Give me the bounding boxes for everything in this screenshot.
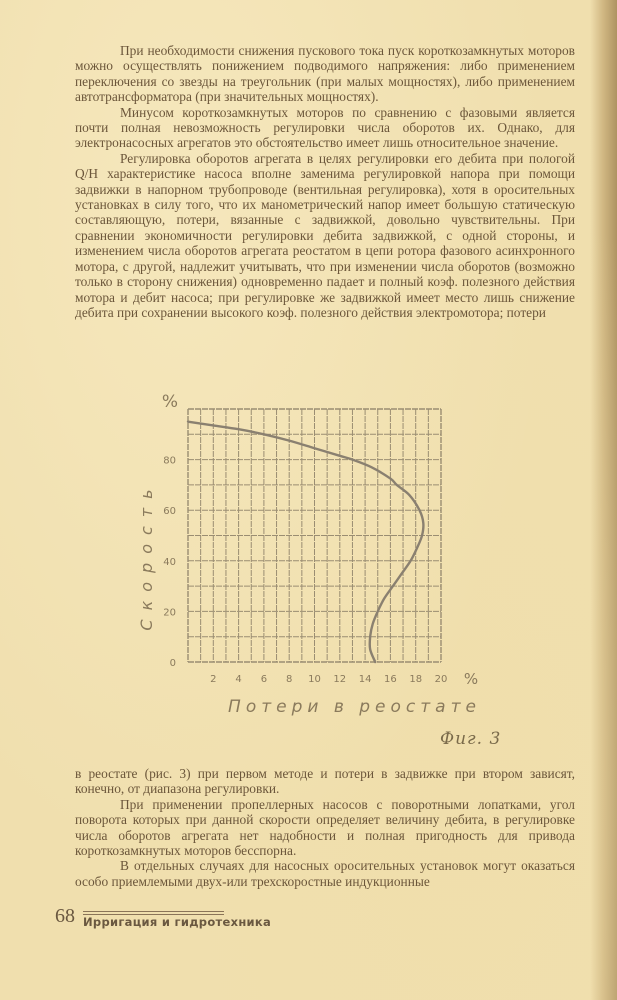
body-text-top [75,43,575,320]
y-axis-label: Скорость [137,480,156,631]
x-tick-label: 18 [409,674,423,685]
paragraph: Регулировка оборотов агрегата в целях регулировки его дебита при пологой Q/H характеристике насоса вполне заменима регулировкой напора при помощи задвижки в напорном трубопроводе (вентильная регулировка), хотя в оросительных установках в силу того, что их манометрический напор имеет большую статическую составляющую, потери, вязанные с задвижкой, довольно чувствительны. При сравнении экономичности регулировки дебита задвижкой, с одной стороны, и изменением числа оборотов агрегата реостатом в цепи ротора фазового асинхронного мотора, с другой, надлежит учитывать, что при изменении числа оборотов (возможно только в сторону снижения) одновременно падает и полный коэф. полезного действия мотора и дебит насоса; при регулировке же задвижкой имеет место лишь снижение дебита при сохранении высокого коэф. полезного действия электромотора; потери [75,150,575,320]
body-text-bottom [75,766,575,889]
x-tick-label: 8 [286,674,293,685]
x-tick-label: 6 [260,674,268,685]
x-tick-label: 12 [333,674,347,685]
y-tick-label: 20 [163,607,176,619]
paragraph: При необходимости снижения пускового тока пуск короткозамкнутых моторов можно осуществлять понижением подводимого напряжения: либо применением переключения со звезды на треугольник (при малых мощностях), либо применением автотрансформатора (при значительных мощностях). [75,43,575,105]
x-unit-label: % [463,670,479,688]
x-tick-label: 16 [384,674,397,685]
x-tick-label: 20 [434,674,448,685]
y-tick-label: 0 [169,658,176,669]
journal-title: Ирригация и гидротехника [83,915,272,929]
paragraph: В отдельных случаях для насосных оросительных установок могут оказаться особо приемлемыми двух-или трехскоростные индукционные [75,858,575,889]
y-tick-label: 60 [163,506,176,518]
paragraph: При применении пропеллерных насосов с поворотными лопатками, угол поворота которых при данной скорости определяет величину дебита, в регулировке числа оборотов агрегата нет надобности и полная пригодность для привода короткозамкнутых моторов бесспорна. [75,796,575,859]
x-tick-label: 14 [358,674,372,685]
x-tick-label: 2 [210,674,217,685]
x-tick-label: 10 [308,674,321,685]
y-tick-label: 40 [163,556,176,568]
figure-caption: Фиг. 3 [440,729,502,749]
y-unit-label: % [161,392,179,412]
figure-3-chart [130,385,510,765]
chart-canvas [130,385,510,765]
x-axis-label: Потери в реостате [228,697,481,717]
y-tick-label: 80 [163,455,176,467]
x-tick-label: 4 [235,674,242,685]
page-number: 68 [55,905,75,927]
paragraph: в реостате (рис. 3) при первом методе и потери в задвижке при втором зависят, конечно, от диапазона регулировки. [75,766,575,797]
data-curve [188,422,423,662]
paragraph: Минусом короткозамкнутых моторов по сравнению с фазовыми является почти полная невозможность регулировки числа оборотов их. Однако, для электронасосных агрегатов это обстоятельство имеет лишь относительное значение. [75,104,575,151]
